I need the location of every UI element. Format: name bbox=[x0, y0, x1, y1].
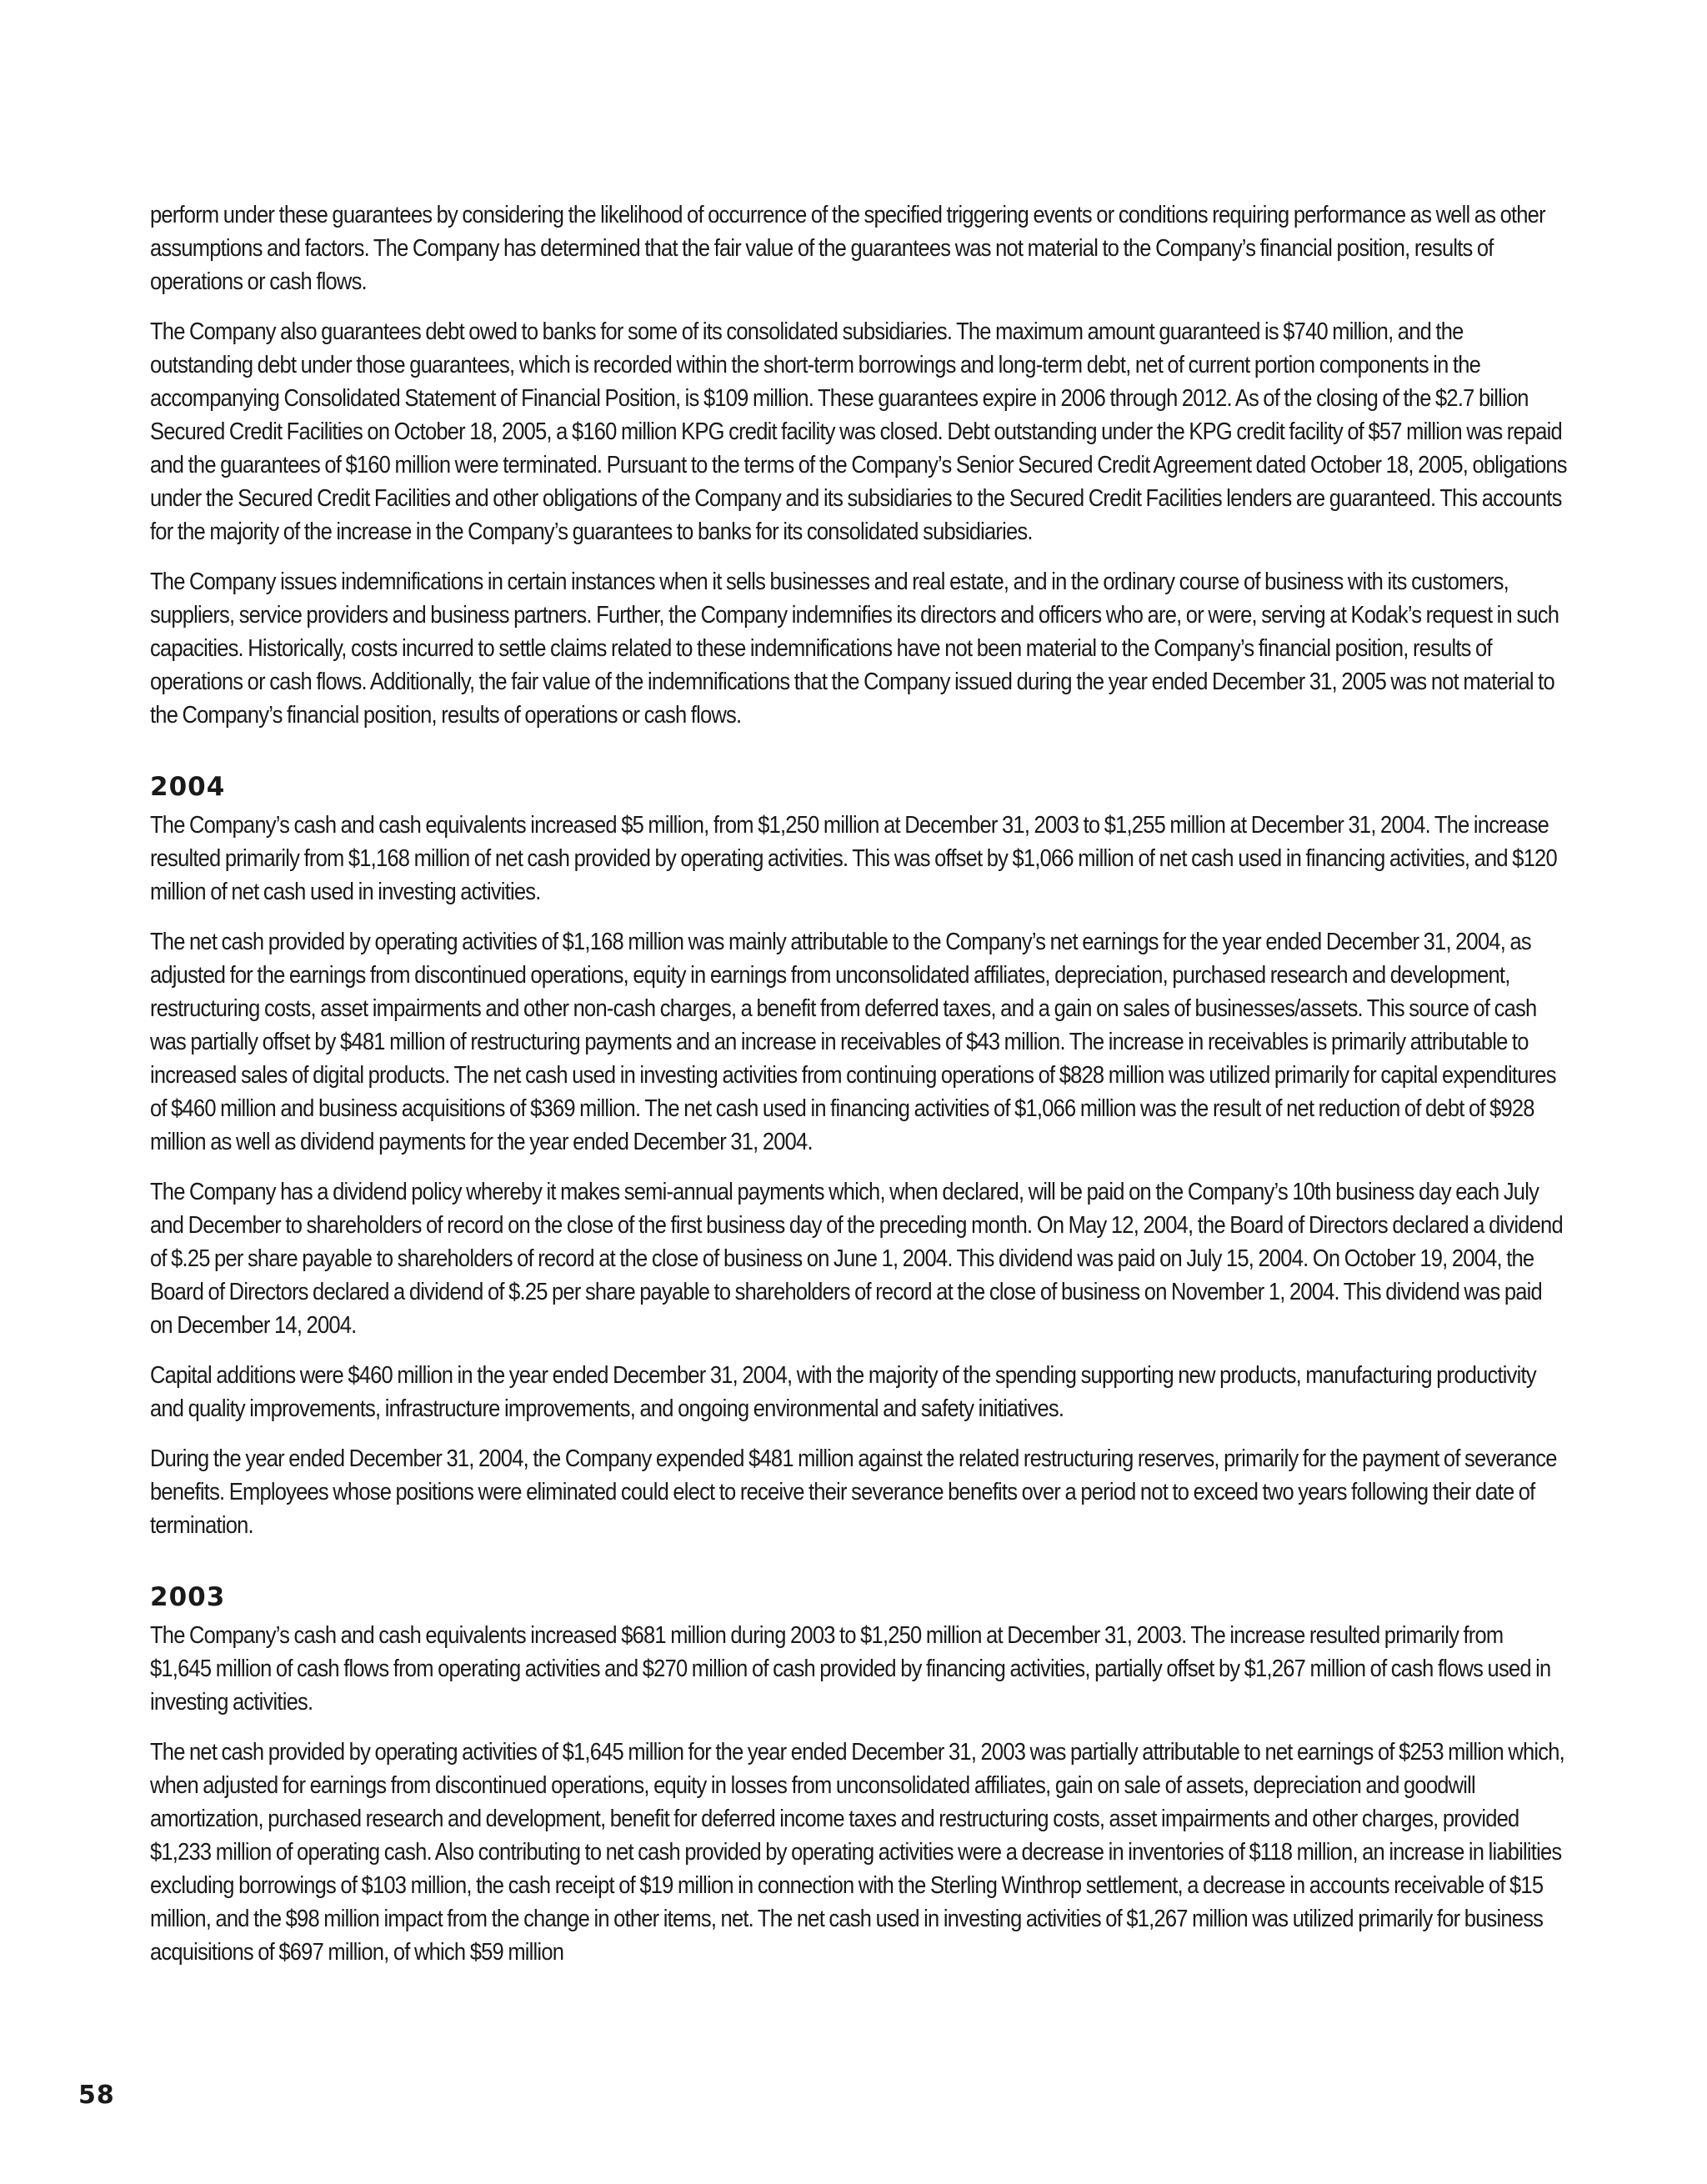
page-number: 58 bbox=[78, 2081, 115, 2110]
paragraph-2004-cash-summary: The Company’s cash and cash equivalents increased $5 million, from $1,250 million at December 31, 2003 to $1,255 million at December 31, 2004. The increase resulted primarily from $1,168 million of net cash provided by operating activities. This was offset by $1,066 million of net cash used in financing activities, and $120 million of net cash used in investing activities. bbox=[150, 812, 1557, 905]
paragraph-2004-dividend-policy: The Company has a dividend policy whereby it makes semi-annual payments which, when declared, will be paid on the Company’s 10th business day each July and December to shareholders of record on the close of the first business day of the preceding month. On May 12, 2004, the Board of Directors declared a dividend of $.25 per share payable to shareholders of record at the close of business on June 1, 2004. This dividend was paid on July 15, 2004. On October 19, 2004, the Board of Directors declared a dividend of $.25 per share payable to shareholders of record at the close of business on November 1, 2004. This dividend was paid on December 14, 2004. bbox=[150, 1179, 1563, 1339]
page-content bbox=[150, 198, 1567, 1986]
paragraph-bank-debt-guarantees: The Company also guarantees debt owed to banks for some of its consolidated subsidiaries. The maximum amount guaranteed is $740 million, and the outstanding debt under those guarantees, which is recorded within the short-term borrowings and long-term debt, net of current portion components in the accompanying Consolidated Statement of Financial Position, is $109 million. These guarantees expire in 2006 through 2012. As of the closing of the $2.7 billion Secured Credit Facilities on October 18, 2005, a $160 million KPG credit facility was closed. Debt outstanding under the KPG credit facility of $57 million was repaid and the guarantees of $160 million were terminated. Pursuant to the terms of the Company’s Senior Secured Credit Agreement dated October 18, 2005, obligations under the Secured Credit Facilities and other obligations of the Company and its subsidiaries to the Secured Credit Facilities lenders are guaranteed. This accounts for the majority of the increase in the Company’s guarantees to banks for its consolidated subsidiaries. bbox=[150, 318, 1567, 545]
section-heading-2004: 2004 bbox=[150, 772, 226, 802]
paragraph-2004-restructuring: During the year ended December 31, 2004, the Company expended $481 million against the related restructuring reserves, primarily for the payment of severance benefits. Employees whose positions were eliminated could elect to receive their severance benefits over a period not to exceed two years following their date of termination. bbox=[150, 1445, 1557, 1539]
paragraph-indemnifications: The Company issues indemnifications in certain instances when it sells businesses and real estate, and in the ordinary course of business with its customers, suppliers, service providers and business partners. Further, the Company indemnifies its directors and officers who are, or were, serving at Kodak’s request in such capacities. Historically, costs incurred to settle claims related to these indemnifications have not been material to the Company’s financial position, results of operations or cash flows. Additionally, the fair value of the indemnifications that the Company issued during the year ended December 31, 2005 was not material to the Company’s financial position, results of operations or cash flows. bbox=[150, 569, 1559, 729]
paragraph-guarantees-performance: perform under these guarantees by considering the likelihood of occurrence of the specified triggering events or conditions requiring performance as well as other assumptions and factors. The Company has determined that the fair value of the guarantees was not material to the Company’s financial position, results of operations or cash flows. bbox=[150, 202, 1545, 295]
paragraph-2003-cash-summary: The Company’s cash and cash equivalents increased $681 million during 2003 to $1,250 million at December 31, 2003. The increase resulted primarily from $1,645 million of cash flows from operating activities and $270 million of cash provided by financing activities, partially offset by $1,267 million of cash flows used in investing activities. bbox=[150, 1622, 1551, 1716]
section-heading-2003: 2003 bbox=[150, 1582, 226, 1612]
paragraph-2003-operating-activities: The net cash provided by operating activities of $1,645 million for the year ended December 31, 2003 was partially attributable to net earnings of $253 million which, when adjusted for earnings from discontinued operations, equity in losses from unconsolidated affiliates, gain on sale of assets, depreciation and goodwill amortization, purchased research and development, benefit for deferred income taxes and restructuring costs, asset impairments and other charges, provided $1,233 million of operating cash. Also contributing to net cash provided by operating activities were a decrease in inventories of $118 million, an increase in liabilities excluding borrowings of $103 million, the cash receipt of $19 million in connection with the Sterling Winthrop settlement, a decrease in accounts receivable of $15 million, and the $98 million impact from the change in other items, net. The net cash used in investing activities of $1,267 million was utilized primarily for business acquisitions of $697 million, of which $59 million bbox=[150, 1739, 1564, 1966]
paragraph-2004-capital-additions: Capital additions were $460 million in the year ended December 31, 2004, with the majority of the spending supporting new products, manufacturing productivity and quality improvements, infrastructure improvements, and ongoing environmental and safety initiatives. bbox=[150, 1362, 1536, 1422]
paragraph-2004-operating-activities: The net cash provided by operating activities of $1,168 million was mainly attributable to the Company’s net earnings for the year ended December 31, 2004, as adjusted for the earnings from discontinued operations, equity in earnings from unconsolidated affiliates, depreciation, purchased research and development, restructuring costs, asset impairments and other non-cash charges, a benefit from deferred taxes, and a gain on sales of businesses/assets. This source of cash was partially offset by $481 million of restructuring payments and an increase in receivables of $43 million. The increase in receivables is primarily attributable to increased sales of digital products. The net cash used in investing activities from continuing operations of $828 million was utilized primarily for capital expenditures of $460 million and business acquisitions of $369 million. The net cash used in financing activities of $1,066 million was the result of net reduction of debt of $928 million as well as dividend payments for the year ended December 31, 2004. bbox=[150, 929, 1556, 1155]
